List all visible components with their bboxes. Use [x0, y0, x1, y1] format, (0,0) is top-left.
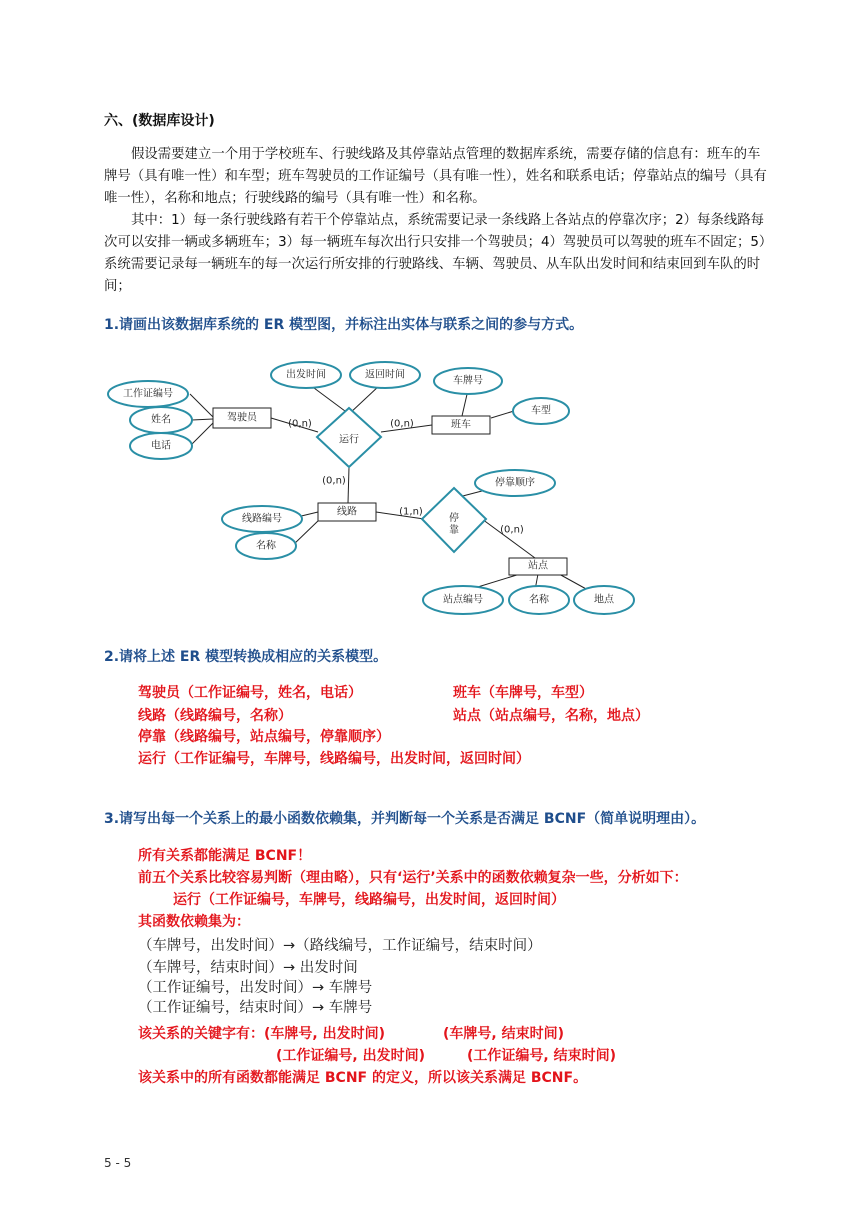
- attr-return-time: 返回时间: [365, 369, 405, 381]
- relation-stop: 停靠（线路编号，站点编号，停靠顺序）: [138, 729, 390, 745]
- card-route-stop: (1,n): [399, 506, 423, 518]
- key-2: (车牌号, 结束时间): [443, 1026, 564, 1042]
- card-bus-run: (0,n): [390, 418, 414, 430]
- answer-line-1: 所有关系都能满足 BCNF！: [138, 848, 312, 864]
- fd-3: （工作证编号，出发时间）→ 车牌号: [138, 980, 373, 996]
- attr-stop-order: 停靠顺序: [495, 477, 535, 489]
- attr-model: 车型: [531, 405, 551, 417]
- attr-route-id: 线路编号: [242, 513, 282, 525]
- entity-route: 线路: [337, 506, 357, 518]
- key-4: (工作证编号, 结束时间): [467, 1048, 616, 1064]
- answer-line-4: 其函数依赖集为：: [138, 914, 250, 930]
- entity-driver: 驾驶员: [227, 412, 257, 424]
- card-driver-run: (0,n): [288, 418, 312, 430]
- attr-station-name: 名称: [529, 594, 549, 606]
- question-3: 3.请写出每一个关系上的最小函数依赖集，并判断每一个关系是否满足 BCNF（简单说明理由）。: [104, 811, 706, 827]
- card-station-stop: (0,n): [500, 524, 524, 536]
- relation-route: 线路（线路编号，名称）: [138, 708, 292, 724]
- attr-station-id: 站点编号: [443, 594, 483, 606]
- page-number: 5 - 5: [104, 1156, 132, 1170]
- question-2: 2.请将上述 ER 模型转换成相应的关系模型。: [104, 649, 388, 665]
- attr-phone: 电话: [151, 440, 171, 452]
- attr-location: 地点: [594, 594, 614, 606]
- attr-work-id: 工作证编号: [123, 388, 173, 400]
- intro-paragraph-1: 假设需要建立一个用于学校班车、行驶线路及其停靠站点管理的数据库系统，需要存储的信息有：班车的车牌号（具有唯一性）和车型；班车驾驶员的工作证编号（具有唯一性），姓名和联系电话；停靠站点的编号（具有唯一性），名称和地点；行驶线路的编号（具有唯一性）和名称。: [104, 147, 767, 206]
- attr-name: 姓名: [151, 414, 171, 426]
- answer-conclusion: 该关系中的所有函数都能满足 BCNF 的定义，所以该关系满足 BCNF。: [138, 1070, 588, 1086]
- fd-1: （车牌号，出发时间）→（路线编号，工作证编号，结束时间）: [138, 938, 542, 954]
- relationship-stop: 停靠: [449, 512, 459, 536]
- fd-2: （车牌号，结束时间）→ 出发时间: [138, 960, 358, 976]
- entity-station: 站点: [528, 560, 548, 572]
- intro-paragraph-2: 其中：1）每一条行驶线路有若干个停靠站点，系统需要记录一条线路上各站点的停靠次序；2）每条线路每次可以安排一辆或多辆班车；3）每一辆班车每次出行只安排一个驾驶员；4）驾驶员可以驾驶的班车不固定；5）系统需要记录每一辆班车的每一次运行所安排的行驶路线、车辆、驾驶员、从车队出发时间和结束回到车队的时间；: [104, 213, 766, 294]
- relationship-run: 运行: [339, 434, 359, 446]
- answer-line-3: 运行（工作证编号，车牌号，线路编号，出发时间，返回时间）: [173, 892, 565, 908]
- relation-driver: 驾驶员（工作证编号，姓名，电话）: [138, 685, 362, 701]
- question-1: 1.请画出该数据库系统的 ER 模型图，并标注出实体与联系之间的参与方式。: [104, 317, 584, 333]
- relation-run: 运行（工作证编号，车牌号，线路编号，出发时间，返回时间）: [138, 751, 530, 767]
- answer-line-2: 前五个关系比较容易判断（理由略），只有‘运行’关系中的函数依赖复杂一些，分析如下：: [138, 870, 688, 886]
- entity-bus: 班车: [451, 419, 471, 431]
- fd-4: （工作证编号，结束时间）→ 车牌号: [138, 1000, 373, 1016]
- card-route-run: (0,n): [322, 475, 346, 487]
- relation-station: 站点（站点编号，名称，地点）: [453, 708, 649, 724]
- key-3: (工作证编号, 出发时间): [276, 1048, 425, 1064]
- relation-bus: 班车（车牌号，车型）: [453, 685, 593, 701]
- keys-label: 该关系的关键字有：(车牌号, 出发时间): [138, 1026, 385, 1042]
- section-title: 六、(数据库设计): [104, 113, 215, 129]
- attr-route-name: 名称: [256, 540, 276, 552]
- attr-plate: 车牌号: [453, 375, 483, 387]
- attr-depart-time: 出发时间: [286, 369, 326, 381]
